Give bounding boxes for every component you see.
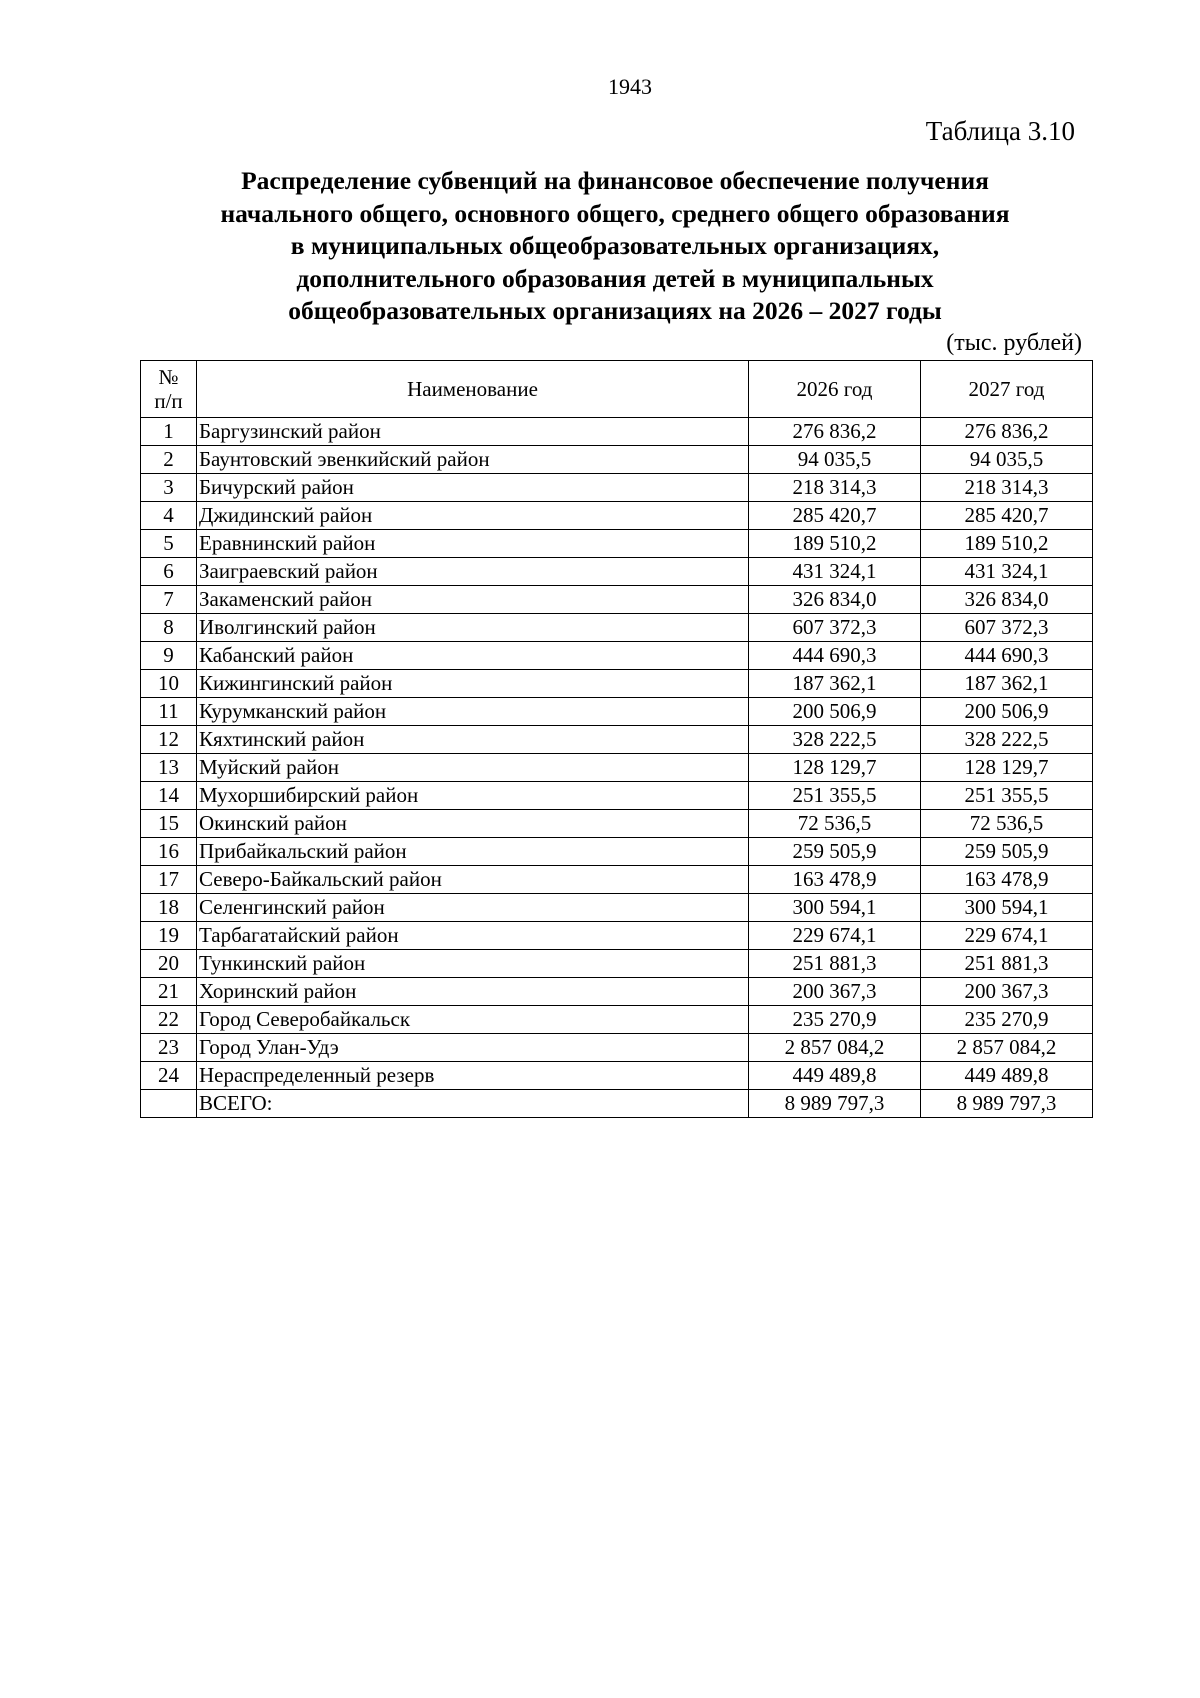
header-number <box>141 361 197 418</box>
row-number: 17 <box>141 866 197 894</box>
row-name: Муйский район <box>197 754 749 782</box>
row-value-2026: 200 367,3 <box>749 978 921 1006</box>
row-number: 6 <box>141 558 197 586</box>
table-row <box>141 978 1093 1006</box>
total-value-2026: 8 989 797,3 <box>749 1090 921 1118</box>
row-value-2027: 444 690,3 <box>921 642 1093 670</box>
table-row <box>141 502 1093 530</box>
row-number: 12 <box>141 726 197 754</box>
row-name: Иволгинский район <box>197 614 749 642</box>
row-value-2026: 2 857 084,2 <box>749 1034 921 1062</box>
row-value-2026: 300 594,1 <box>749 894 921 922</box>
row-value-2026: 326 834,0 <box>749 586 921 614</box>
table-row <box>141 558 1093 586</box>
page-number: 1943 <box>608 74 652 99</box>
table-row <box>141 698 1093 726</box>
units-label: (тыс. рублей) <box>946 330 1082 356</box>
row-number: 9 <box>141 642 197 670</box>
row-value-2026: 328 222,5 <box>749 726 921 754</box>
total-name: ВСЕГО: <box>197 1090 749 1118</box>
table-row <box>141 922 1093 950</box>
header-name: Наименование <box>197 361 749 418</box>
row-number: 7 <box>141 586 197 614</box>
row-value-2026: 431 324,1 <box>749 558 921 586</box>
row-number: 11 <box>141 698 197 726</box>
table-body <box>141 418 1093 1118</box>
title-line: дополнительного образования детей в муниципальных <box>296 263 934 293</box>
row-name: Хоринский район <box>197 978 749 1006</box>
row-value-2026: 449 489,8 <box>749 1062 921 1090</box>
header-2027: 2027 год <box>921 361 1093 418</box>
row-value-2027: 187 362,1 <box>921 670 1093 698</box>
row-number: 8 <box>141 614 197 642</box>
row-number: 5 <box>141 530 197 558</box>
row-number: 24 <box>141 1062 197 1090</box>
row-name: Тарбагатайский район <box>197 922 749 950</box>
row-value-2027: 300 594,1 <box>921 894 1093 922</box>
row-value-2026: 607 372,3 <box>749 614 921 642</box>
row-value-2026: 235 270,9 <box>749 1006 921 1034</box>
row-value-2026: 251 881,3 <box>749 950 921 978</box>
table-row <box>141 894 1093 922</box>
row-name: Тункинский район <box>197 950 749 978</box>
header-2026: 2026 год <box>749 361 921 418</box>
row-name: Город Улан-Удэ <box>197 1034 749 1062</box>
row-number: 1 <box>141 418 197 446</box>
row-name: Заиграевский район <box>197 558 749 586</box>
row-number: 19 <box>141 922 197 950</box>
row-value-2026: 94 035,5 <box>749 446 921 474</box>
row-number: 16 <box>141 838 197 866</box>
row-name: Бичурский район <box>197 474 749 502</box>
row-name: Нераспределенный резерв <box>197 1062 749 1090</box>
row-number: 2 <box>141 446 197 474</box>
table-row <box>141 642 1093 670</box>
table-row <box>141 1034 1093 1062</box>
table-row <box>141 866 1093 894</box>
table-row <box>141 754 1093 782</box>
row-value-2026: 229 674,1 <box>749 922 921 950</box>
document-title <box>150 165 1080 328</box>
row-number: 22 <box>141 1006 197 1034</box>
row-value-2027: 328 222,5 <box>921 726 1093 754</box>
row-value-2026: 163 478,9 <box>749 866 921 894</box>
row-value-2027: 449 489,8 <box>921 1062 1093 1090</box>
row-value-2026: 189 510,2 <box>749 530 921 558</box>
row-value-2026: 128 129,7 <box>749 754 921 782</box>
row-value-2027: 229 674,1 <box>921 922 1093 950</box>
table-header-row <box>141 361 1093 418</box>
row-value-2026: 276 836,2 <box>749 418 921 446</box>
row-number: 20 <box>141 950 197 978</box>
total-number <box>141 1090 197 1118</box>
table-row <box>141 446 1093 474</box>
row-value-2027: 607 372,3 <box>921 614 1093 642</box>
row-value-2026: 187 362,1 <box>749 670 921 698</box>
row-name: Баунтовский эвенкийский район <box>197 446 749 474</box>
row-value-2026: 251 355,5 <box>749 782 921 810</box>
row-name: Город Северобайкальск <box>197 1006 749 1034</box>
row-value-2027: 259 505,9 <box>921 838 1093 866</box>
title-line: начального общего, основного общего, среднего общего образования <box>220 198 1010 228</box>
row-name: Селенгинский район <box>197 894 749 922</box>
row-number: 10 <box>141 670 197 698</box>
row-value-2027: 200 506,9 <box>921 698 1093 726</box>
row-number: 15 <box>141 810 197 838</box>
table-row <box>141 418 1093 446</box>
row-value-2027: 251 881,3 <box>921 950 1093 978</box>
row-value-2027: 431 324,1 <box>921 558 1093 586</box>
row-value-2027: 94 035,5 <box>921 446 1093 474</box>
row-value-2026: 72 536,5 <box>749 810 921 838</box>
row-name: Кяхтинский район <box>197 726 749 754</box>
title-line: Распределение субвенций на финансовое обеспечение получения <box>241 166 989 195</box>
row-value-2027: 285 420,7 <box>921 502 1093 530</box>
row-value-2027: 276 836,2 <box>921 418 1093 446</box>
table-row <box>141 810 1093 838</box>
title-line: в муниципальных общеобразовательных организациях, <box>290 231 940 260</box>
table-row <box>141 614 1093 642</box>
row-value-2027: 200 367,3 <box>921 978 1093 1006</box>
row-value-2027: 189 510,2 <box>921 530 1093 558</box>
row-name: Джидинский район <box>197 502 749 530</box>
row-name: Мухоршибирский район <box>197 782 749 810</box>
total-value-2027: 8 989 797,3 <box>921 1090 1093 1118</box>
row-value-2027: 235 270,9 <box>921 1006 1093 1034</box>
row-name: Курумканский район <box>197 698 749 726</box>
row-value-2026: 218 314,3 <box>749 474 921 502</box>
row-number: 14 <box>141 782 197 810</box>
row-value-2027: 2 857 084,2 <box>921 1034 1093 1062</box>
table-row <box>141 1062 1093 1090</box>
row-value-2026: 285 420,7 <box>749 502 921 530</box>
row-value-2027: 128 129,7 <box>921 754 1093 782</box>
row-name: Кижингинский район <box>197 670 749 698</box>
table-label: Таблица 3.10 <box>925 116 1075 146</box>
row-number: 3 <box>141 474 197 502</box>
header-number-pp: п/п <box>154 389 183 413</box>
row-name: Прибайкальский район <box>197 838 749 866</box>
subsidy-table <box>140 360 1093 1118</box>
row-number: 18 <box>141 894 197 922</box>
table-row <box>141 670 1093 698</box>
row-value-2027: 251 355,5 <box>921 782 1093 810</box>
table-row <box>141 1006 1093 1034</box>
row-name: Закаменский район <box>197 586 749 614</box>
row-name: Окинский район <box>197 810 749 838</box>
row-value-2026: 200 506,9 <box>749 698 921 726</box>
table-row <box>141 474 1093 502</box>
row-name: Баргузинский район <box>197 418 749 446</box>
row-number: 23 <box>141 1034 197 1062</box>
row-value-2026: 444 690,3 <box>749 642 921 670</box>
row-value-2027: 72 536,5 <box>921 810 1093 838</box>
row-value-2027: 163 478,9 <box>921 866 1093 894</box>
table-row <box>141 838 1093 866</box>
table-row <box>141 726 1093 754</box>
row-value-2026: 259 505,9 <box>749 838 921 866</box>
table-total-row <box>141 1090 1093 1118</box>
row-number: 21 <box>141 978 197 1006</box>
title-line: общеобразовательных организациях на 2026 – 2027 годы <box>288 296 942 325</box>
row-name: Кабанский район <box>197 642 749 670</box>
table-row <box>141 530 1093 558</box>
row-value-2027: 218 314,3 <box>921 474 1093 502</box>
header-number-sign: № <box>158 365 179 389</box>
row-number: 13 <box>141 754 197 782</box>
table-row <box>141 950 1093 978</box>
row-name: Еравнинский район <box>197 530 749 558</box>
row-value-2027: 326 834,0 <box>921 586 1093 614</box>
row-name: Северо-Байкальский район <box>197 866 749 894</box>
table-row <box>141 782 1093 810</box>
row-number: 4 <box>141 502 197 530</box>
table-row <box>141 586 1093 614</box>
